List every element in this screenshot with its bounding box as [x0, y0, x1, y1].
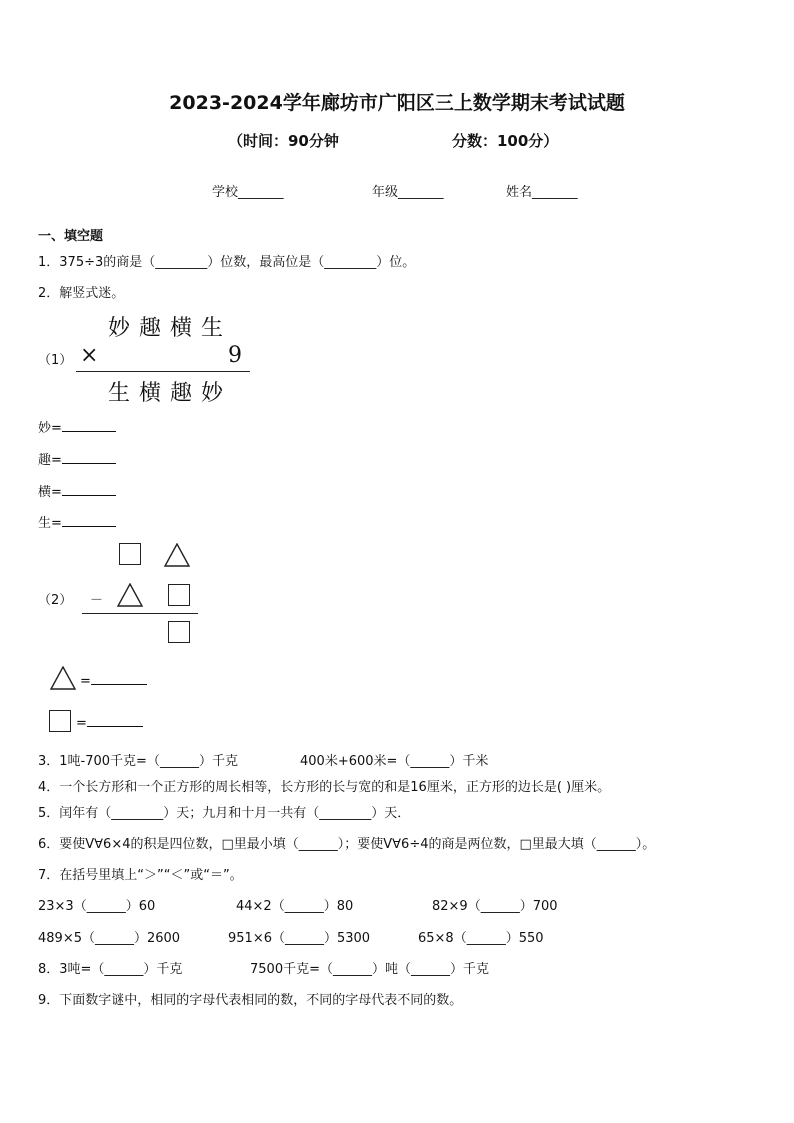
answer-qu — [38, 449, 116, 468]
answer-blank[interactable] — [62, 451, 116, 464]
question-9: 9．下面数字谜中，相同的字母代表相同的数，不同的字母代表不同的数。 — [38, 993, 463, 1008]
answer-square — [76, 714, 143, 731]
puzzle-1-multiplicand: 妙 趣 横 生 — [108, 316, 224, 341]
answer-sheng — [38, 512, 116, 531]
exam-time: （时间：90分钟 — [228, 132, 339, 150]
answer-label: = — [80, 674, 91, 689]
square-shape — [119, 543, 141, 565]
puzzle-1-label: （1） — [38, 353, 73, 368]
answer-blank[interactable] — [91, 672, 147, 685]
question-7: 7．在括号里填上“＞”“＜”或“＝”。 — [38, 868, 243, 883]
puzzle-1-product: 生 横 趣 妙 — [108, 381, 224, 406]
compare-item: 82×9（______）700 — [432, 899, 558, 914]
question-5: 5．闰年有（________）天；九月和十月一共有（________）天． — [38, 806, 411, 821]
question-4: 4．一个长方形和一个正方形的周长相等，长方形的长与宽的和是16厘米，正方形的边长是( )厘米。 — [38, 780, 611, 795]
square-shape — [168, 621, 190, 643]
triangle-icon — [50, 666, 76, 690]
answer-blank[interactable] — [62, 514, 116, 527]
section-heading: 一、填空题 — [38, 229, 104, 244]
school-field: 学校_______ — [212, 185, 284, 200]
puzzle-2-rule — [82, 613, 198, 614]
answer-label: 趣= — [38, 453, 62, 468]
square-shape — [168, 584, 190, 606]
compare-item: 44×2（______）80 — [236, 899, 354, 914]
exam-score: 分数：100分） — [452, 132, 559, 150]
answer-heng — [38, 481, 116, 500]
square-icon — [49, 710, 71, 732]
minus-sign: － — [90, 593, 104, 608]
times-sign: × — [80, 343, 99, 368]
answer-triangle — [80, 672, 147, 689]
answer-label: 横= — [38, 485, 62, 500]
compare-item: 65×8（______）550 — [418, 931, 544, 946]
puzzle-2-label: （2） — [38, 593, 73, 608]
answer-miao — [38, 417, 116, 436]
question-6: 6．要使V∀6×4的积是四位数，□里最小填（______）；要使V∀6÷4的商是两位数，□里最大填（______）。 — [38, 837, 656, 852]
answer-blank[interactable] — [87, 714, 143, 727]
compare-item: 489×5（______）2600 — [38, 931, 181, 946]
question-3b: 400米+600米=（______）千米 — [300, 754, 489, 769]
name-field: 姓名_______ — [506, 185, 578, 200]
puzzle-1-multiplier: 9 — [228, 343, 242, 368]
answer-label: 妙= — [38, 421, 62, 436]
answer-blank[interactable] — [62, 419, 116, 432]
question-8a: 8．3吨=（______）千克 — [38, 962, 183, 977]
question-8b: 7500千克=（______）吨（______）千克 — [250, 962, 489, 977]
answer-label: 生= — [38, 516, 62, 531]
page-title: 2023-2024学年廊坊市广阳区三上数学期末考试试题 — [169, 92, 625, 114]
answer-blank[interactable] — [62, 483, 116, 496]
compare-item: 951×6（______）5300 — [228, 931, 371, 946]
question-3a: 3．1吨-700千克=（______）千克 — [38, 754, 238, 769]
compare-item: 23×3（______）60 — [38, 899, 156, 914]
triangle-shape — [117, 583, 143, 607]
question-2: 2．解竖式迷。 — [38, 286, 125, 301]
answer-label: = — [76, 716, 87, 731]
puzzle-1-rule — [76, 371, 250, 372]
question-1: 1．375÷3的商是（________）位数，最高位是（________）位。 — [38, 255, 416, 270]
grade-field: 年级_______ — [372, 185, 444, 200]
triangle-shape — [164, 543, 190, 567]
